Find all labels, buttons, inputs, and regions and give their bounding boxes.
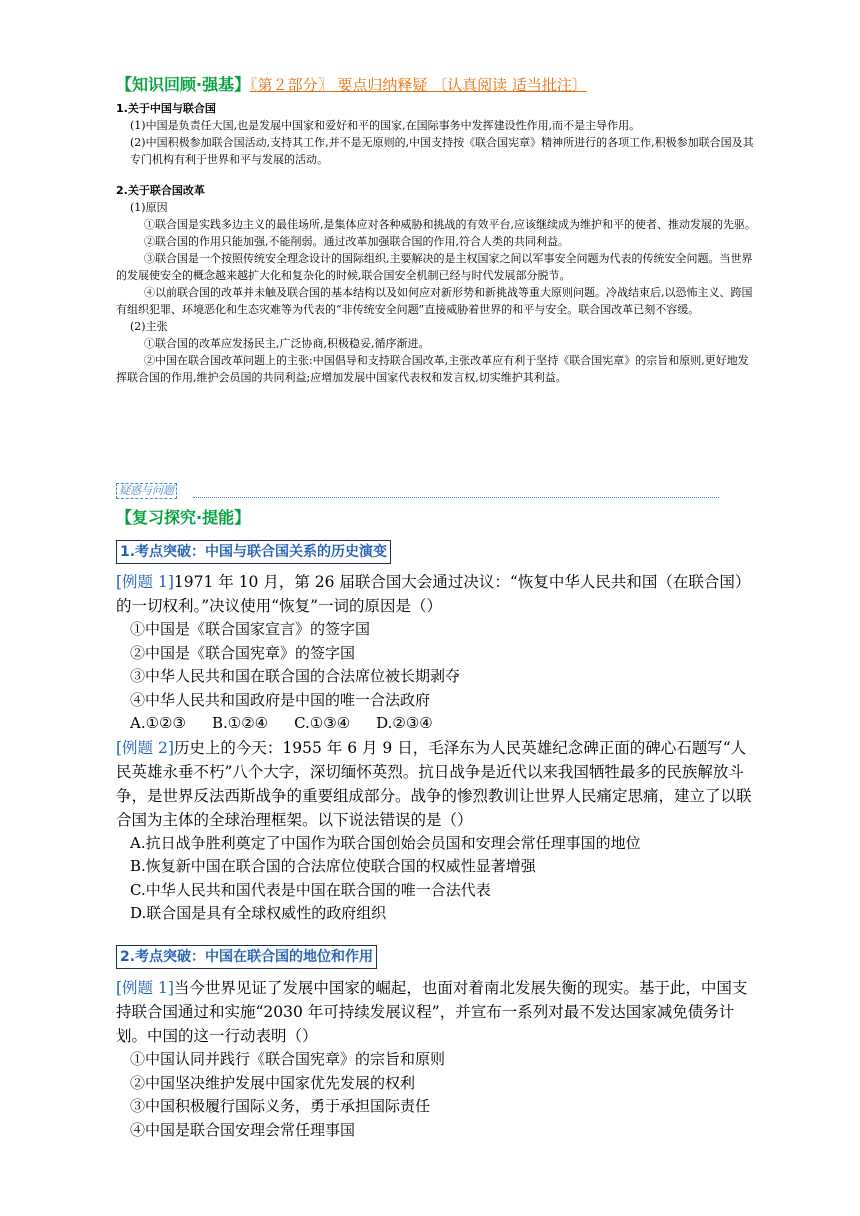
example-3-option: ①中国认同并践行《联合国宪章》的宗旨和原则 bbox=[130, 1050, 446, 1068]
section-subtitle: 〖第２部分〗 要点归纳释疑 〔认真阅读 适当批注〕 bbox=[250, 76, 587, 94]
s2-reason-4: ④以前联合国的改革并未触及联合国的基本结构以及如何应对新形势和新挑战等重大原则问题。冷战结束后,以恐怖主义、跨国有组织犯罪、环境恶化和生态灾难等为代表的“非传统安全问题”直接威胁着世界的和平与安全。联合国改革已刻不容缓。 bbox=[116, 286, 753, 316]
example-3-stem: 当今世界见证了发展中国家的崛起，也面对着南北发展失衡的现实。基于此，中国支持联合国通过和实施“2030 年可持续发展议程”，并宣布一系列对最不发达国家减免债务计划。中国的这一行动表明（） bbox=[116, 979, 748, 1045]
s2-heading: 2.关于联合国改革 bbox=[116, 184, 205, 197]
s2-proposal-1: ①联合国的改革应发扬民主,广泛协商,积极稳妥,循序渐进。 bbox=[144, 337, 430, 350]
doubt-dotted-line bbox=[193, 497, 719, 498]
section-title: 【知识回顾·强基】 bbox=[116, 75, 251, 94]
example-1-choices bbox=[116, 712, 756, 736]
example-3-option: ②中国坚决维护发展中国家优先发展的权利 bbox=[130, 1073, 416, 1092]
choice-d: D.②③④ bbox=[376, 714, 433, 732]
example-1-option: ①中国是《联合国家宣言》的签字国 bbox=[130, 620, 371, 638]
example-1-label: [例题 1] bbox=[116, 573, 174, 591]
example-3 bbox=[116, 976, 756, 1048]
s1-paragraph-2: (2)中国积极参加联合国活动,支持其工作,并不是无原则的,中国支持按《联合国宪章》精神所进行的各项工作,积极参加联合国及其专门机构有利于世界和平与发展的活动。 bbox=[130, 136, 754, 166]
example-3-option: ③中国积极履行国际义务，勇于承担国际责任 bbox=[130, 1097, 431, 1115]
example-3-option: ④中国是联合国安理会常任理事国 bbox=[130, 1120, 356, 1139]
s2-sub-proposal: (2)主张 bbox=[130, 320, 168, 333]
example-1-option: ②中国是《联合国宪章》的签字国 bbox=[130, 643, 356, 662]
choice-a: A.①②③ bbox=[130, 714, 186, 732]
choice-c: C.①③④ bbox=[294, 714, 351, 732]
topic-2-title: 2.考点突破：中国在联合国的地位和作用 bbox=[116, 945, 377, 969]
s2-proposal-2: ②中国在联合国改革问题上的主张:中国倡导和支持联合国改革,主张改革应有利于坚持《联合国宪章》的宗旨和原则,更好地发挥联合国的作用,维护会员国的共同利益;应增加发展中国家代表权和发言权,切实维护其利益。 bbox=[116, 354, 749, 384]
s1-paragraph-1: (1)中国是负责任大国,也是发展中国家和爱好和平的国家,在国际事务中发挥建设性作用,而不是主导作用。 bbox=[130, 119, 641, 132]
example-1-option: ③中华人民共和国在联合国的合法席位被长期剥夺 bbox=[130, 667, 461, 685]
topic-1-title: 1.考点突破：中国与联合国关系的历史演变 bbox=[116, 540, 391, 564]
section-header bbox=[116, 75, 736, 95]
example-2-label: [例题 2] bbox=[116, 738, 174, 757]
example-2-stem: 历史上的今天：1955 年 6 月 9 日，毛泽东为人民英雄纪念碑正面的碑心石题写“人民英雄永垂不朽”八个大字，深切缅怀英烈。抗日战争是近代以来我国牺牲最多的民族解放斗争，是世界反法西斯战争的重要组成部分。战争的惨烈教训让世界人民痛定思痛，建立了以联合国为主体的全球治理框架。以下说法错误的是（） bbox=[116, 738, 752, 829]
doubt-note-label: 疑惑与问题 bbox=[116, 483, 177, 499]
topic-1-examples bbox=[116, 570, 756, 926]
s2-sub-reason: (1)原因 bbox=[130, 201, 168, 214]
example-3-label: [例题 1] bbox=[116, 979, 174, 997]
example-2-option: B.恢复新中国在联合国的合法席位使联合国的权威性显著增强 bbox=[130, 857, 536, 875]
s2-reason-3: ③联合国是一个按照传统安全理念设计的国际组织,主要解决的是主权国家之间以军事安全问题为代表的传统安全问题。当世界的发展使安全的概念越来越扩大化和复杂化的时候,联合国安全机制已经与时代发展部分脱节。 bbox=[116, 252, 753, 282]
s2-reason-2: ②联合国的作用只能加强,不能削弱。通过改革加强联合国的作用,符合人类的共同利益。 bbox=[144, 235, 569, 248]
example-2-option: C.中华人民共和国代表是中国在联合国的唯一合法代表 bbox=[130, 880, 491, 899]
example-1-option: ④中华人民共和国政府是中国的唯一合法政府 bbox=[130, 690, 431, 709]
topic-2-examples bbox=[116, 976, 756, 1142]
example-1-stem: 1971 年 10 月，第 26 届联合国大会通过决议：“恢复中华人民共和国（在联合国）的一切权利。”决议使用“恢复”一词的原因是（） bbox=[116, 573, 751, 615]
review-title: 【复习探究·提能】 bbox=[116, 508, 251, 527]
example-1 bbox=[116, 570, 756, 618]
example-2 bbox=[116, 736, 756, 832]
s1-heading: 1.关于中国与联合国 bbox=[116, 102, 216, 115]
knowledge-review-content bbox=[116, 100, 756, 386]
choice-b: B.①②④ bbox=[211, 714, 269, 732]
example-2-option: A.抗日战争胜利奠定了中国作为联合国创始会员国和安理会常任理事国的地位 bbox=[130, 833, 641, 852]
example-2-option: D.联合国是具有全球权威性的政府组织 bbox=[130, 904, 387, 922]
s2-reason-1: ①联合国是实践多边主义的最佳场所,是集体应对各种威胁和挑战的有效平台,应该继续成为维护和平的使者、推动发展的先驱。 bbox=[144, 218, 756, 231]
